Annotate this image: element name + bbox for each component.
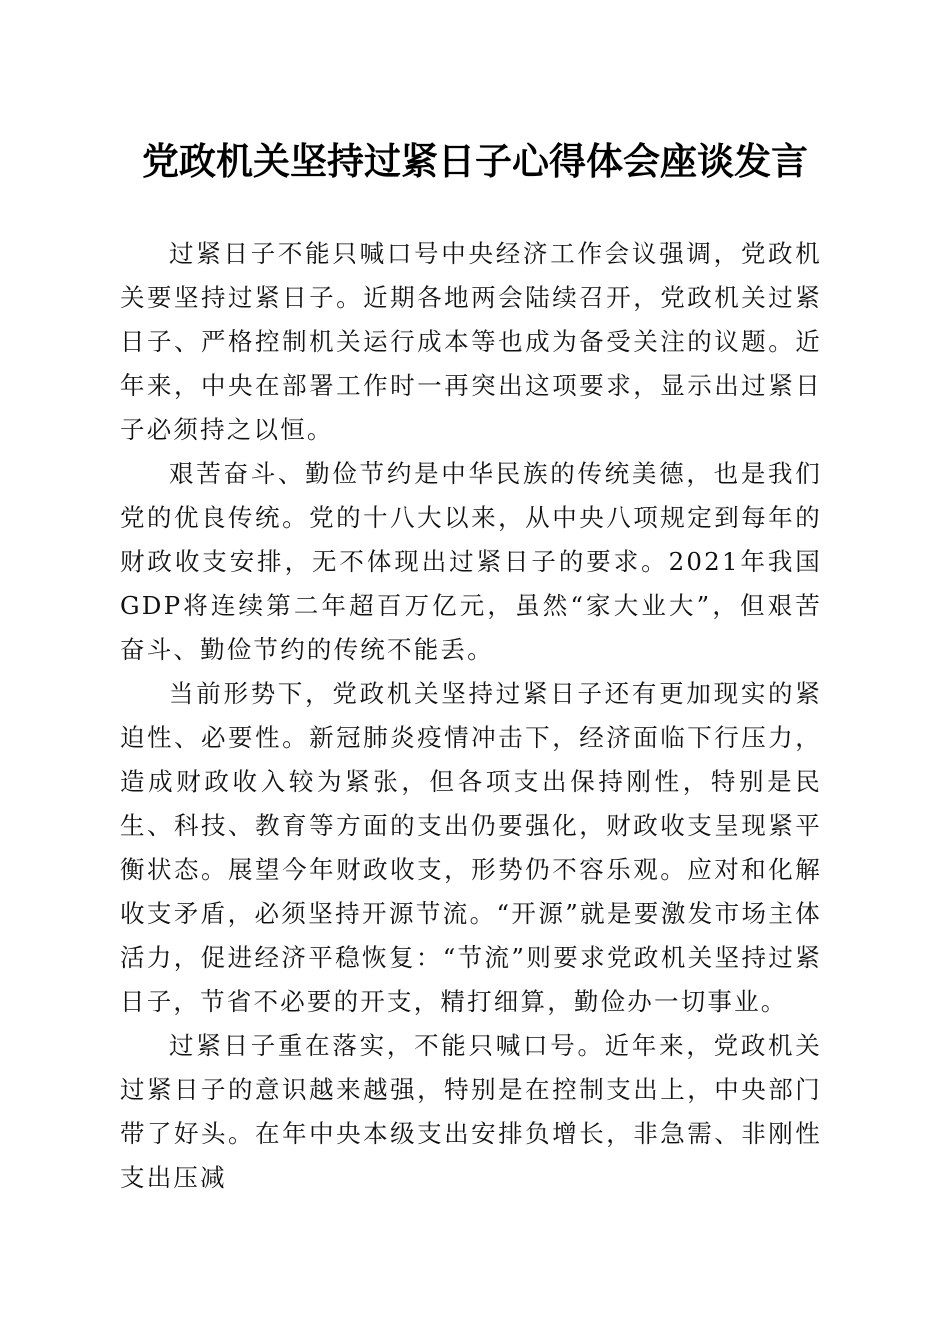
paragraph-1: 过紧日子不能只喊口号中央经济工作会议强调，党政机关要坚持过紧日子。近期各地两会陆续召开，党政机关过紧日子、严格控制机关运行成本等也成为备受关注的议题。近年来，中央在部署工作时一再突出这项要求，显示出过紧日子必须持之以恒。 [120, 239, 822, 444]
paragraph-3: 当前形势下，党政机关坚持过紧日子还有更加现实的紧迫性、必要性。新冠肺炎疫情冲击下，经济面临下行压力，造成财政收入较为紧张，但各项支出保持刚性，特别是民生、科技、教育等方面的支出仍要强化，财政收支呈现紧平衡状态。展望今年财政收支，形势仍不容乐观。应对和化解收支矛盾，必须坚持开源节流。“开源”就是要激发市场主体活力，促进经济平稳恢复：“节流”则要求党政机关坚持过紧日子，节省不必要的开支，精打细算，勤俭办一切事业。 [120, 679, 822, 1016]
document-title: 党政机关坚持过紧日子心得体会座谈发言 [142, 139, 808, 183]
document-body [120, 232, 822, 1200]
paragraph-2: 艰苦奋斗、勤俭节约是中华民族的传统美德，也是我们党的优良传统。党的十八大以来，从中央八项规定到每年的财政收支安排，无不体现出过紧日子的要求。2021年我国GDP将连续第二年超百万亿元，虽然“家大业大”，但艰苦奋斗、勤俭节约的传统不能丢。 [120, 459, 822, 664]
paragraph-4: 过紧日子重在落实，不能只喊口号。近年来，党政机关过紧日子的意识越来越强，特别是在控制支出上，中央部门带了好头。在年中央本级支出安排负增长，非急需、非刚性支出压减 [120, 1031, 822, 1192]
